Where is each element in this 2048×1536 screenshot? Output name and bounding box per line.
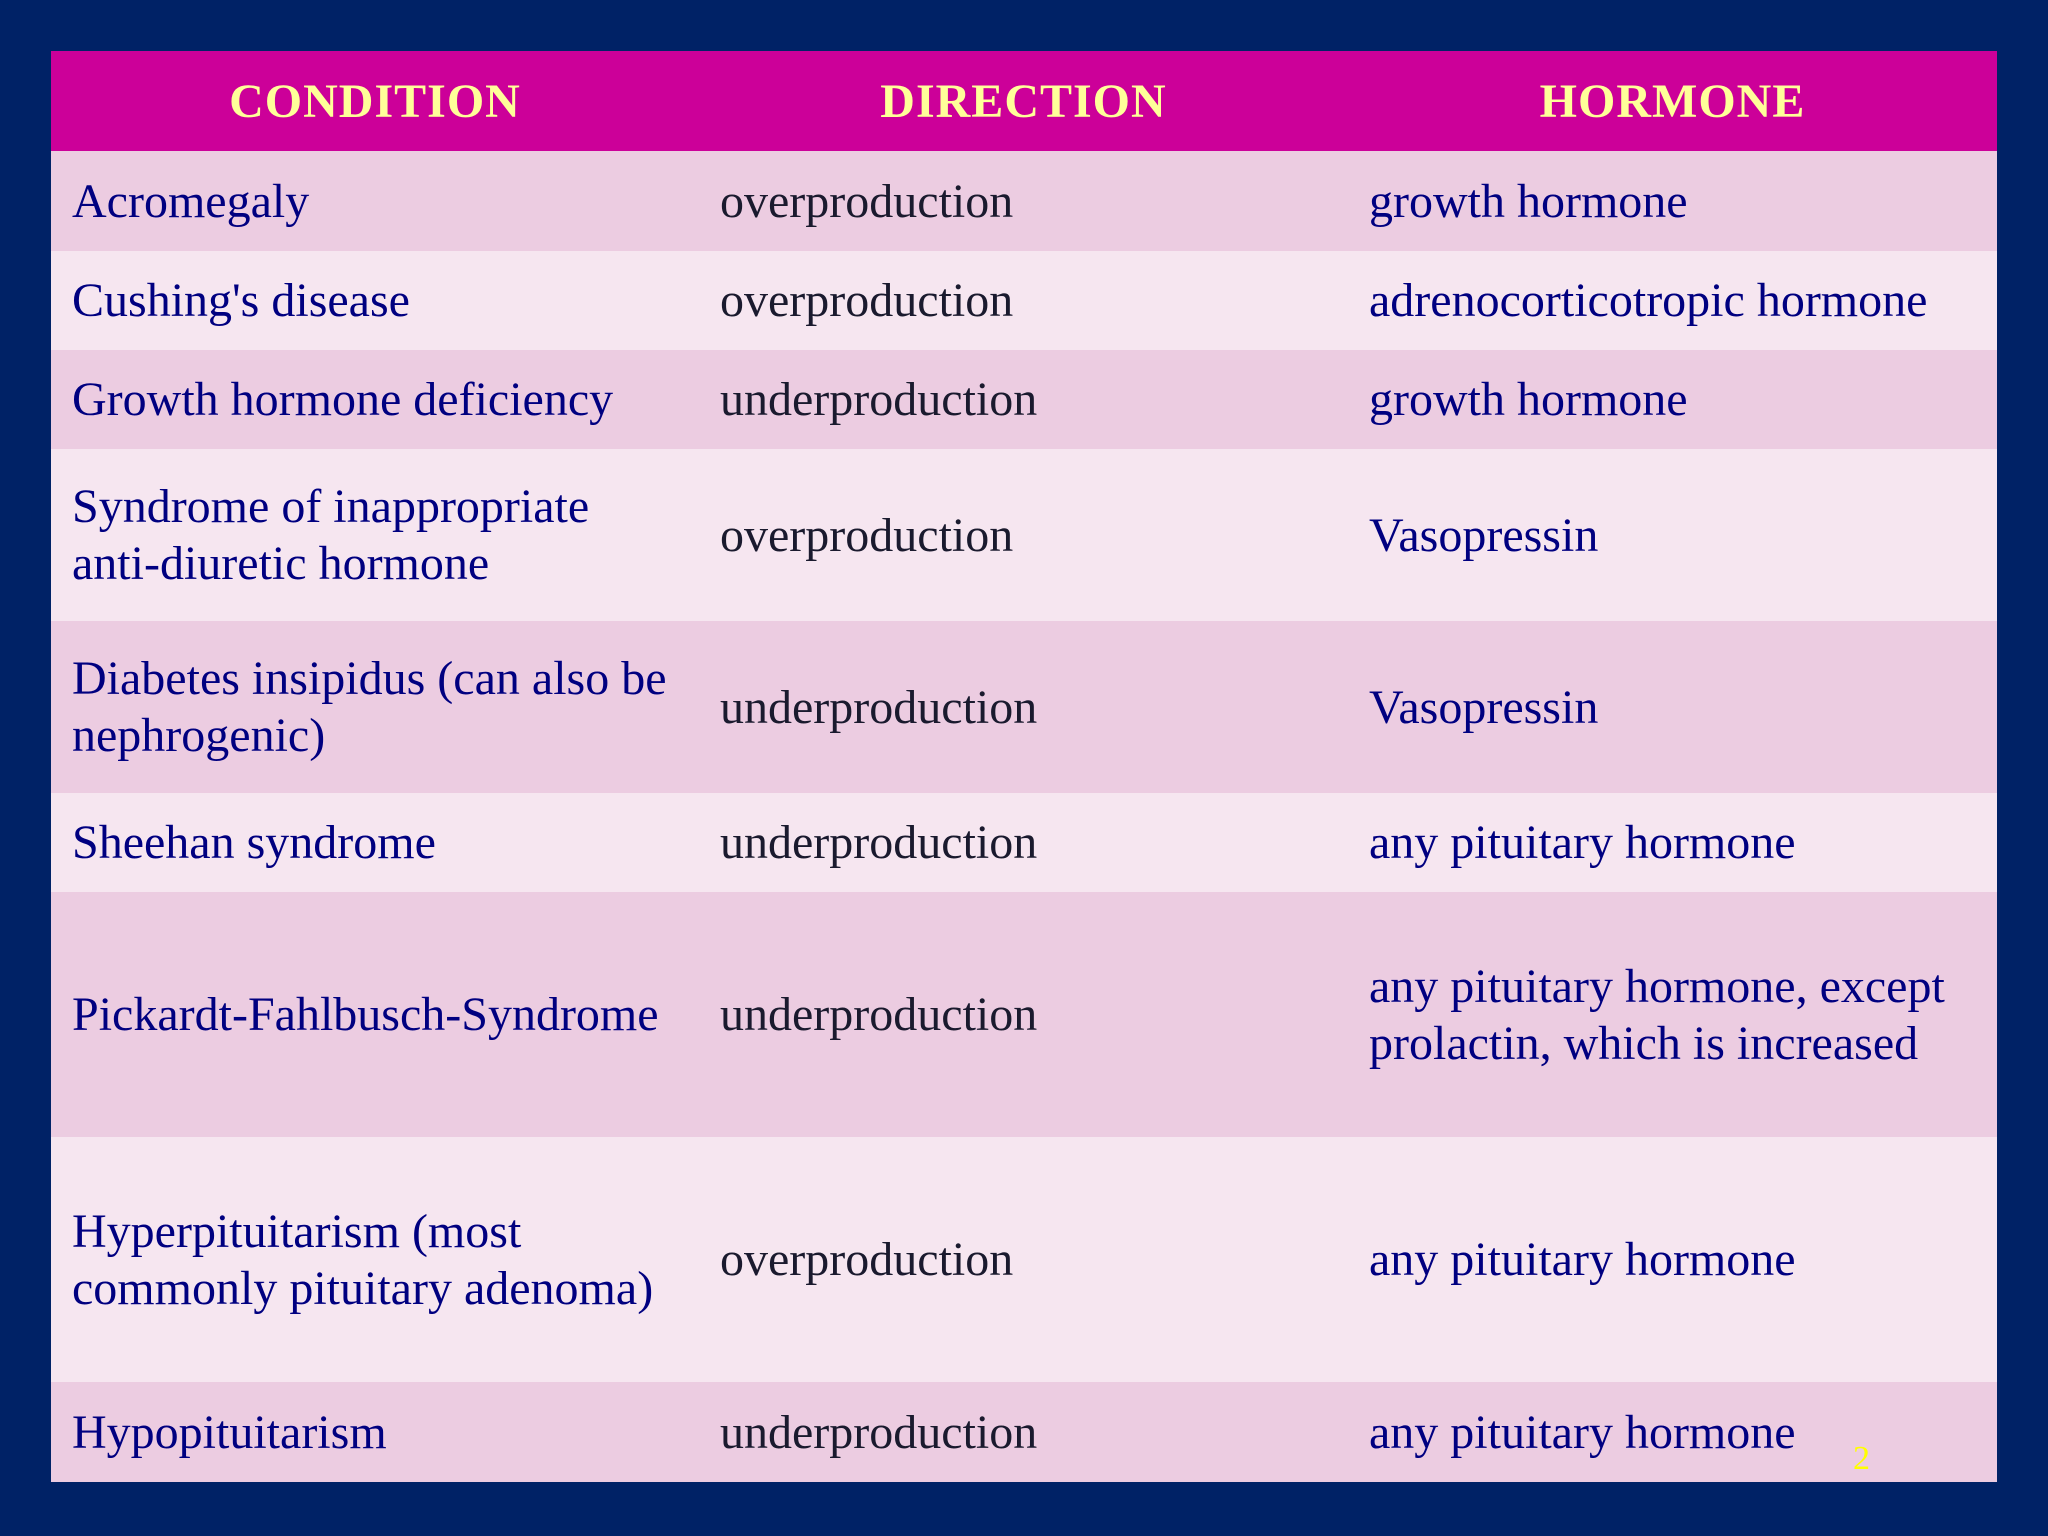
conditions-table (51, 51, 1997, 1482)
condition-cell: Syndrome of inappropriate anti-diuretic hormone (51, 449, 699, 621)
condition-cell: Hyperpituitarism (most commonly pituitary adenoma) (51, 1137, 699, 1382)
condition-cell: Pickardt-Fahlbusch-Syndrome (51, 892, 699, 1137)
hormone-cell: any pituitary hormone (1348, 1137, 1997, 1382)
header-condition: CONDITION (51, 51, 699, 151)
direction-cell: overproduction (699, 449, 1348, 621)
table-row (51, 449, 1997, 621)
header-hormone: HORMONE (1348, 51, 1997, 151)
hormone-cell: growth hormone (1348, 350, 1997, 449)
page-number: 2 (1853, 1440, 1870, 1477)
hormone-cell: Vasopressin (1348, 621, 1997, 793)
table-row (51, 1382, 1997, 1482)
hormone-cell: growth hormone (1348, 151, 1997, 251)
condition-cell: Hypopituitarism (51, 1382, 699, 1482)
direction-cell: underproduction (699, 350, 1348, 449)
table-row (51, 151, 1997, 251)
table-row (51, 251, 1997, 350)
condition-cell: Diabetes insipidus (can also be nephrogenic) (51, 621, 699, 793)
table-row (51, 621, 1997, 793)
table-header-row (51, 51, 1997, 151)
hormone-cell: adrenocorticotropic hormone (1348, 251, 1997, 350)
direction-cell: overproduction (699, 151, 1348, 251)
direction-cell: underproduction (699, 1382, 1348, 1482)
table-row (51, 1137, 1997, 1382)
direction-cell: underproduction (699, 892, 1348, 1137)
direction-cell: underproduction (699, 621, 1348, 793)
header-direction: DIRECTION (699, 51, 1348, 151)
condition-cell: Growth hormone deficiency (51, 350, 699, 449)
condition-cell: Sheehan syndrome (51, 793, 699, 892)
hormone-cell: any pituitary hormone, except prolactin, which is increased (1348, 892, 1997, 1137)
direction-cell: underproduction (699, 793, 1348, 892)
direction-cell: overproduction (699, 251, 1348, 350)
condition-cell: Acromegaly (51, 151, 699, 251)
hormone-cell: Vasopressin (1348, 449, 1997, 621)
direction-cell: overproduction (699, 1137, 1348, 1382)
table-row (51, 892, 1997, 1137)
table-row (51, 793, 1997, 892)
table-row (51, 350, 1997, 449)
condition-cell: Cushing's disease (51, 251, 699, 350)
hormone-cell: any pituitary hormone (1348, 793, 1997, 892)
hormone-cell: any pituitary hormone (1348, 1382, 1997, 1482)
